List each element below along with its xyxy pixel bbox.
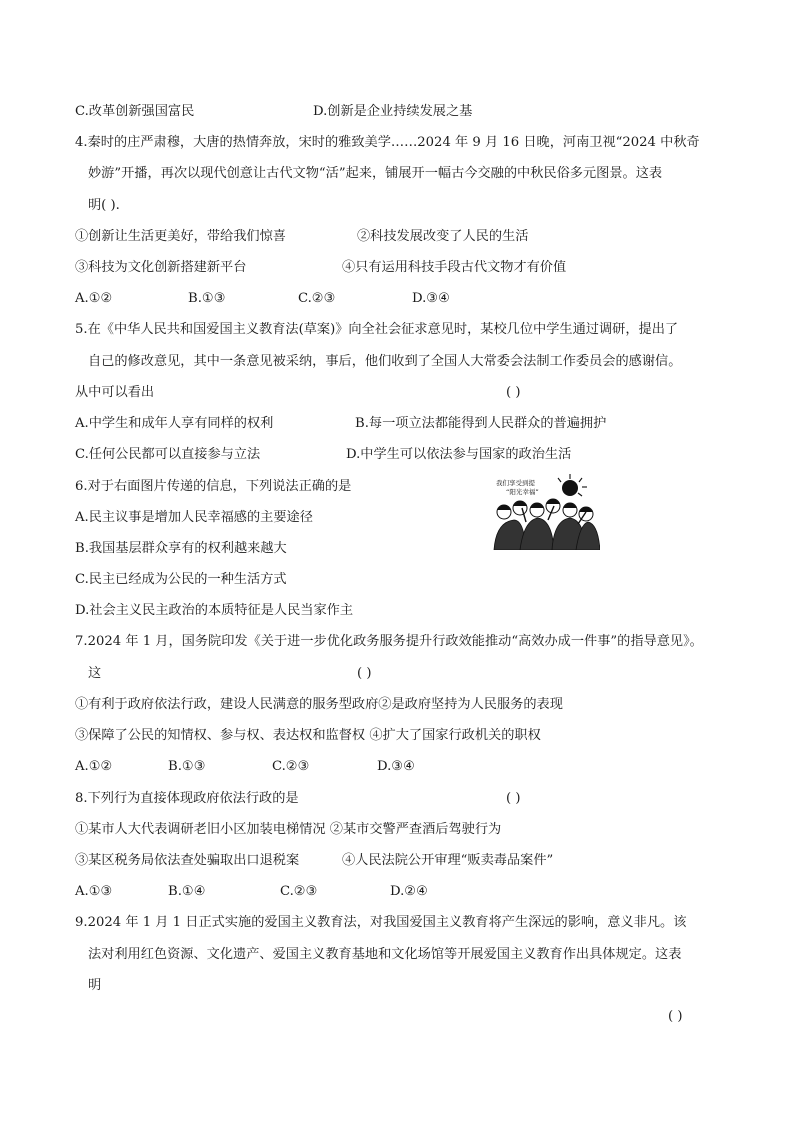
q4-stem-line-1: 4.秦时的庄严肃穆，大唐的热情奔放，宋时的雅致美学……2024 年 9 月 16 日晚，河南卫视“2024 中秋奇 bbox=[75, 135, 700, 150]
q7-answer-paren: ( ) bbox=[357, 666, 372, 681]
cartoon-caption-1: 我们享受到提 bbox=[496, 479, 535, 487]
q6-option-a: A.民主议事是增加人民幸福感的主要途径 bbox=[75, 510, 313, 525]
q4-statement-2: ②科技发展改变了人民的生活 bbox=[357, 229, 529, 244]
q9-answer-paren: ( ) bbox=[668, 1009, 683, 1024]
q5-stem-line-2: 自己的修改意见，其中一条意见被采纳，事后，他们收到了全国人大常委会法制工作委员会的感谢信。 bbox=[88, 354, 682, 369]
q8-choice-a: A.①③ bbox=[75, 884, 113, 899]
q7-choice-c: C.②③ bbox=[272, 759, 310, 774]
q6-option-d: D.社会主义民主政治的本质特征是人民当家作主 bbox=[75, 603, 354, 618]
q7-statements-3-4: ③保障了公民的知情权、参与权、表达权和监督权 ④扩大了国家行政机关的职权 bbox=[75, 728, 541, 743]
q6-stem: 6.对于右面图片传递的信息，下列说法正确的是 bbox=[75, 479, 352, 494]
q5-stem-line-3: 从中可以看出 bbox=[75, 385, 155, 400]
q8-stem: 8.下列行为直接体现政府依法行政的是 bbox=[75, 791, 299, 806]
q9-stem-line-3: 明 bbox=[88, 978, 102, 993]
q4-choice-b: B.①③ bbox=[188, 291, 226, 306]
q4-statement-4: ④只有运用科技手段古代文物才有价值 bbox=[342, 260, 567, 275]
q8-choice-c: C.②③ bbox=[280, 884, 318, 899]
q6-option-b: B.我国基层群众享有的权利越来越大 bbox=[75, 541, 287, 556]
q3-option-c: C.改革创新强国富民 bbox=[75, 104, 195, 119]
q8-statement-3: ③某区税务局依法查处骗取出口退税案 bbox=[75, 853, 300, 868]
q7-stem-line-2: 这 bbox=[88, 666, 102, 681]
q9-stem-line-2: 法对利用红色资源、文化遗产、爱国主义教育基地和文化场馆等开展爱国主义教育作出具体规定。这表 bbox=[88, 947, 682, 962]
q8-choice-d: D.②④ bbox=[390, 884, 428, 899]
q5-stem-line-1: 5.在《中华人民共和国爱国主义教育法(草案)》向全社会征求意见时，某校几位中学生通过调研，提出了 bbox=[75, 322, 679, 337]
q5-option-b: B.每一项立法都能得到人民群众的普遍拥护 bbox=[355, 416, 607, 431]
q7-choice-d: D.③④ bbox=[377, 759, 415, 774]
q6-option-c: C.民主已经成为公民的一种生活方式 bbox=[75, 572, 287, 587]
q4-stem-line-3: 明( ). bbox=[88, 198, 120, 213]
cartoon-caption-2: “阳光幸福” bbox=[506, 488, 539, 496]
q4-statement-3: ③科技为文化创新搭建新平台 bbox=[75, 260, 247, 275]
q6-cartoon-illustration bbox=[490, 472, 600, 550]
q8-answer-paren: ( ) bbox=[506, 791, 521, 806]
q7-choice-b: B.①③ bbox=[168, 759, 206, 774]
q5-option-d: D.中学生可以依法参与国家的政治生活 bbox=[346, 447, 572, 462]
q4-choice-a: A.①② bbox=[75, 291, 113, 306]
q7-choice-a: A.①② bbox=[75, 759, 113, 774]
q4-stem-line-2: 妙游”开播，再次以现代创意让古代文物“活”起来，铺展开一幅古今交融的中秋民俗多元图景。这表 bbox=[88, 166, 663, 181]
q8-statements-1-2: ①某市人大代表调研老旧小区加装电梯情况 ②某市交警严查酒后驾驶行为 bbox=[75, 822, 502, 837]
q5-answer-paren: ( ) bbox=[506, 385, 521, 400]
q3-option-d: D.创新是企业持续发展之基 bbox=[313, 104, 473, 119]
q4-choice-c: C.②③ bbox=[298, 291, 336, 306]
q5-option-a: A.中学生和成年人享有同样的权利 bbox=[75, 416, 274, 431]
q5-option-c: C.任何公民都可以直接参与立法 bbox=[75, 447, 261, 462]
q4-choice-d: D.③④ bbox=[412, 291, 450, 306]
q8-choice-b: B.①④ bbox=[168, 884, 206, 899]
q9-stem-line-1: 9.2024 年 1 月 1 日正式实施的爱国主义教育法，对我国爱国主义教育将产生深远的影响，意义非凡。该 bbox=[75, 915, 687, 930]
q4-statement-1: ①创新让生活更美好，带给我们惊喜 bbox=[75, 229, 286, 244]
q7-stem-line-1: 7.2024 年 1 月，国务院印发《关于进一步优化政务服务提升行政效能推动“高效办成一件事”的指导意见》。 bbox=[75, 634, 703, 649]
q8-statement-4: ④人民法院公开审理“贩卖毒品案件” bbox=[342, 853, 554, 868]
q7-statements-1-2: ①有利于政府依法行政，建设人民满意的服务型政府②是政府坚持为人民服务的表现 bbox=[75, 697, 563, 712]
